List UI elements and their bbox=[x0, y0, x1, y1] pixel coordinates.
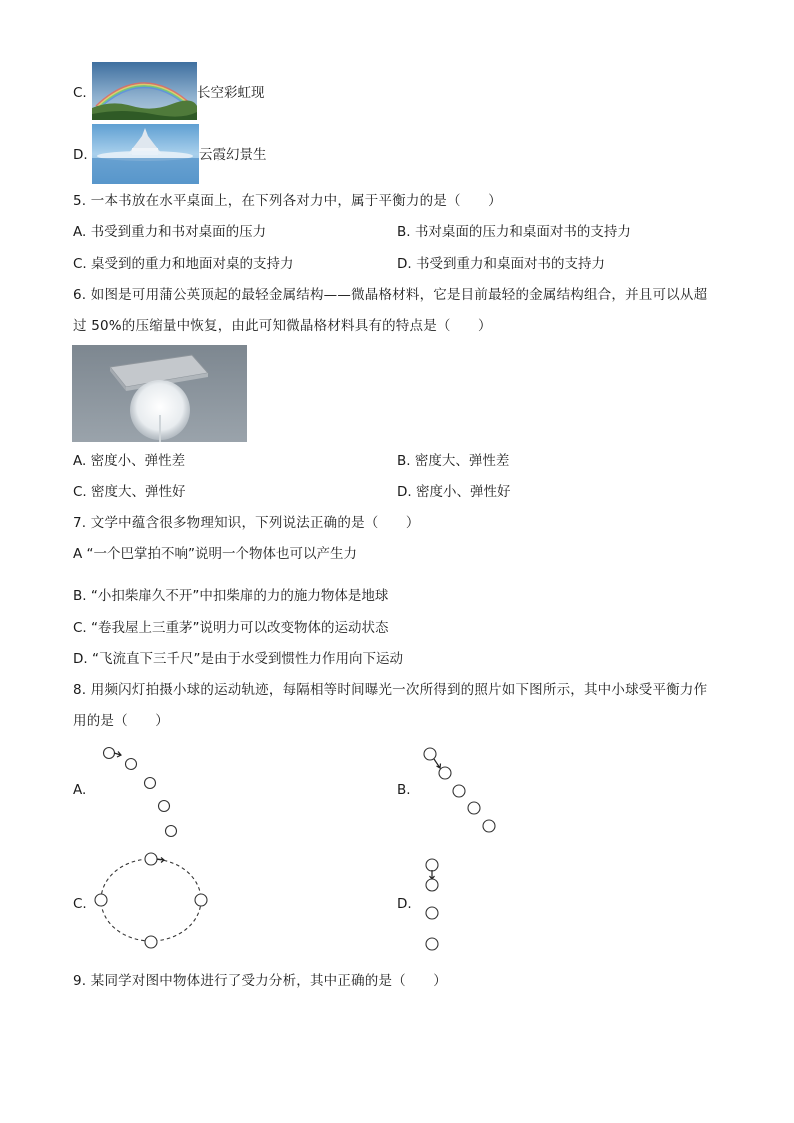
q8-option-c-letter: C. bbox=[73, 896, 87, 912]
arrow-icon bbox=[430, 870, 435, 879]
q7-option-c: C. “卷我屋上三重茅”说明力可以改变物体的运动状态 bbox=[73, 620, 389, 636]
rainbow-image bbox=[92, 62, 197, 120]
trajectory-diagram-a bbox=[95, 740, 185, 845]
trajectory-diagram-b bbox=[418, 742, 508, 837]
q7-option-b: B. “小扣柴扉久不开”中扣柴扉的力的施力物体是地球 bbox=[73, 588, 389, 604]
q6-option-d: D. 密度小、弹性好 bbox=[397, 484, 511, 500]
q6-stem-line1: 6. 如图是可用蒲公英顶起的最轻金属结构——微晶格材料，它是目前最轻的金属结构组合，并且可以从超 bbox=[73, 287, 708, 303]
ball bbox=[159, 801, 170, 812]
arrow-icon bbox=[114, 752, 121, 758]
ball bbox=[468, 802, 480, 814]
q5-stem: 5. 一本书放在水平桌面上，在下列各对力中，属于平衡力的是（ ） bbox=[73, 193, 502, 209]
mirage-castle-image bbox=[92, 124, 199, 184]
ball bbox=[426, 879, 438, 891]
q8-stem-line2: 用的是（ ） bbox=[73, 713, 169, 729]
q7-option-a: A “一个巴掌拍不响”说明一个物体也可以产生力 bbox=[73, 546, 358, 562]
trajectory-diagram-d bbox=[418, 855, 448, 955]
q6-option-a: A. 密度小、弹性差 bbox=[73, 453, 186, 469]
q6-stem-line2: 过 50%的压缩量中恢复，由此可知微晶格材料具有的特点是（ ） bbox=[73, 318, 492, 334]
q5-option-c: C. 桌受到的重力和地面对桌的支持力 bbox=[73, 256, 294, 272]
q6-option-c: C. 密度大、弹性好 bbox=[73, 484, 186, 500]
q9-stem: 9. 某同学对图中物体进行了受力分析，其中正确的是（ ） bbox=[73, 973, 447, 989]
ball bbox=[145, 936, 157, 948]
ball bbox=[439, 767, 451, 779]
q5-option-d: D. 书受到重力和桌面对书的支持力 bbox=[397, 256, 605, 272]
ball bbox=[104, 748, 115, 759]
ball bbox=[166, 826, 177, 837]
ball bbox=[483, 820, 495, 832]
ball bbox=[95, 894, 107, 906]
q5-option-b: B. 书对桌面的压力和桌面对书的支持力 bbox=[397, 224, 631, 240]
q8-option-d-letter: D. bbox=[397, 896, 412, 912]
microlattice-dandelion-image bbox=[72, 345, 247, 442]
circular-path bbox=[101, 859, 201, 941]
ball bbox=[453, 785, 465, 797]
q4-option-d-text: 云霞幻景生 bbox=[199, 147, 267, 163]
q7-stem: 7. 文学中蕴含很多物理知识，下列说法正确的是（ ） bbox=[73, 515, 420, 531]
ball bbox=[145, 853, 157, 865]
ball bbox=[426, 938, 438, 950]
q4-option-d-letter: D. bbox=[73, 147, 88, 163]
ball bbox=[426, 859, 438, 871]
q6-option-b: B. 密度大、弹性差 bbox=[397, 453, 510, 469]
arrow-icon bbox=[434, 759, 441, 768]
q4-option-c-letter: C. bbox=[73, 85, 87, 101]
q8-option-b-letter: B. bbox=[397, 782, 411, 798]
ball bbox=[195, 894, 207, 906]
trajectory-diagram-c bbox=[90, 850, 215, 955]
q7-option-d: D. “飞流直下三千尺”是由于水受到惯性力作用向下运动 bbox=[73, 651, 403, 667]
q4-option-c-text: 长空彩虹现 bbox=[197, 85, 265, 101]
q5-option-a: A. 书受到重力和书对桌面的压力 bbox=[73, 224, 267, 240]
ball bbox=[426, 907, 438, 919]
arrow-icon bbox=[157, 858, 164, 863]
ball bbox=[424, 748, 436, 760]
ball bbox=[145, 778, 156, 789]
ball bbox=[126, 759, 137, 770]
q8-option-a-letter: A. bbox=[73, 782, 87, 798]
q8-stem-line1: 8. 用频闪灯拍摄小球的运动轨迹，每隔相等时间曝光一次所得到的照片如下图所示，其中小球受平衡力作 bbox=[73, 682, 708, 698]
